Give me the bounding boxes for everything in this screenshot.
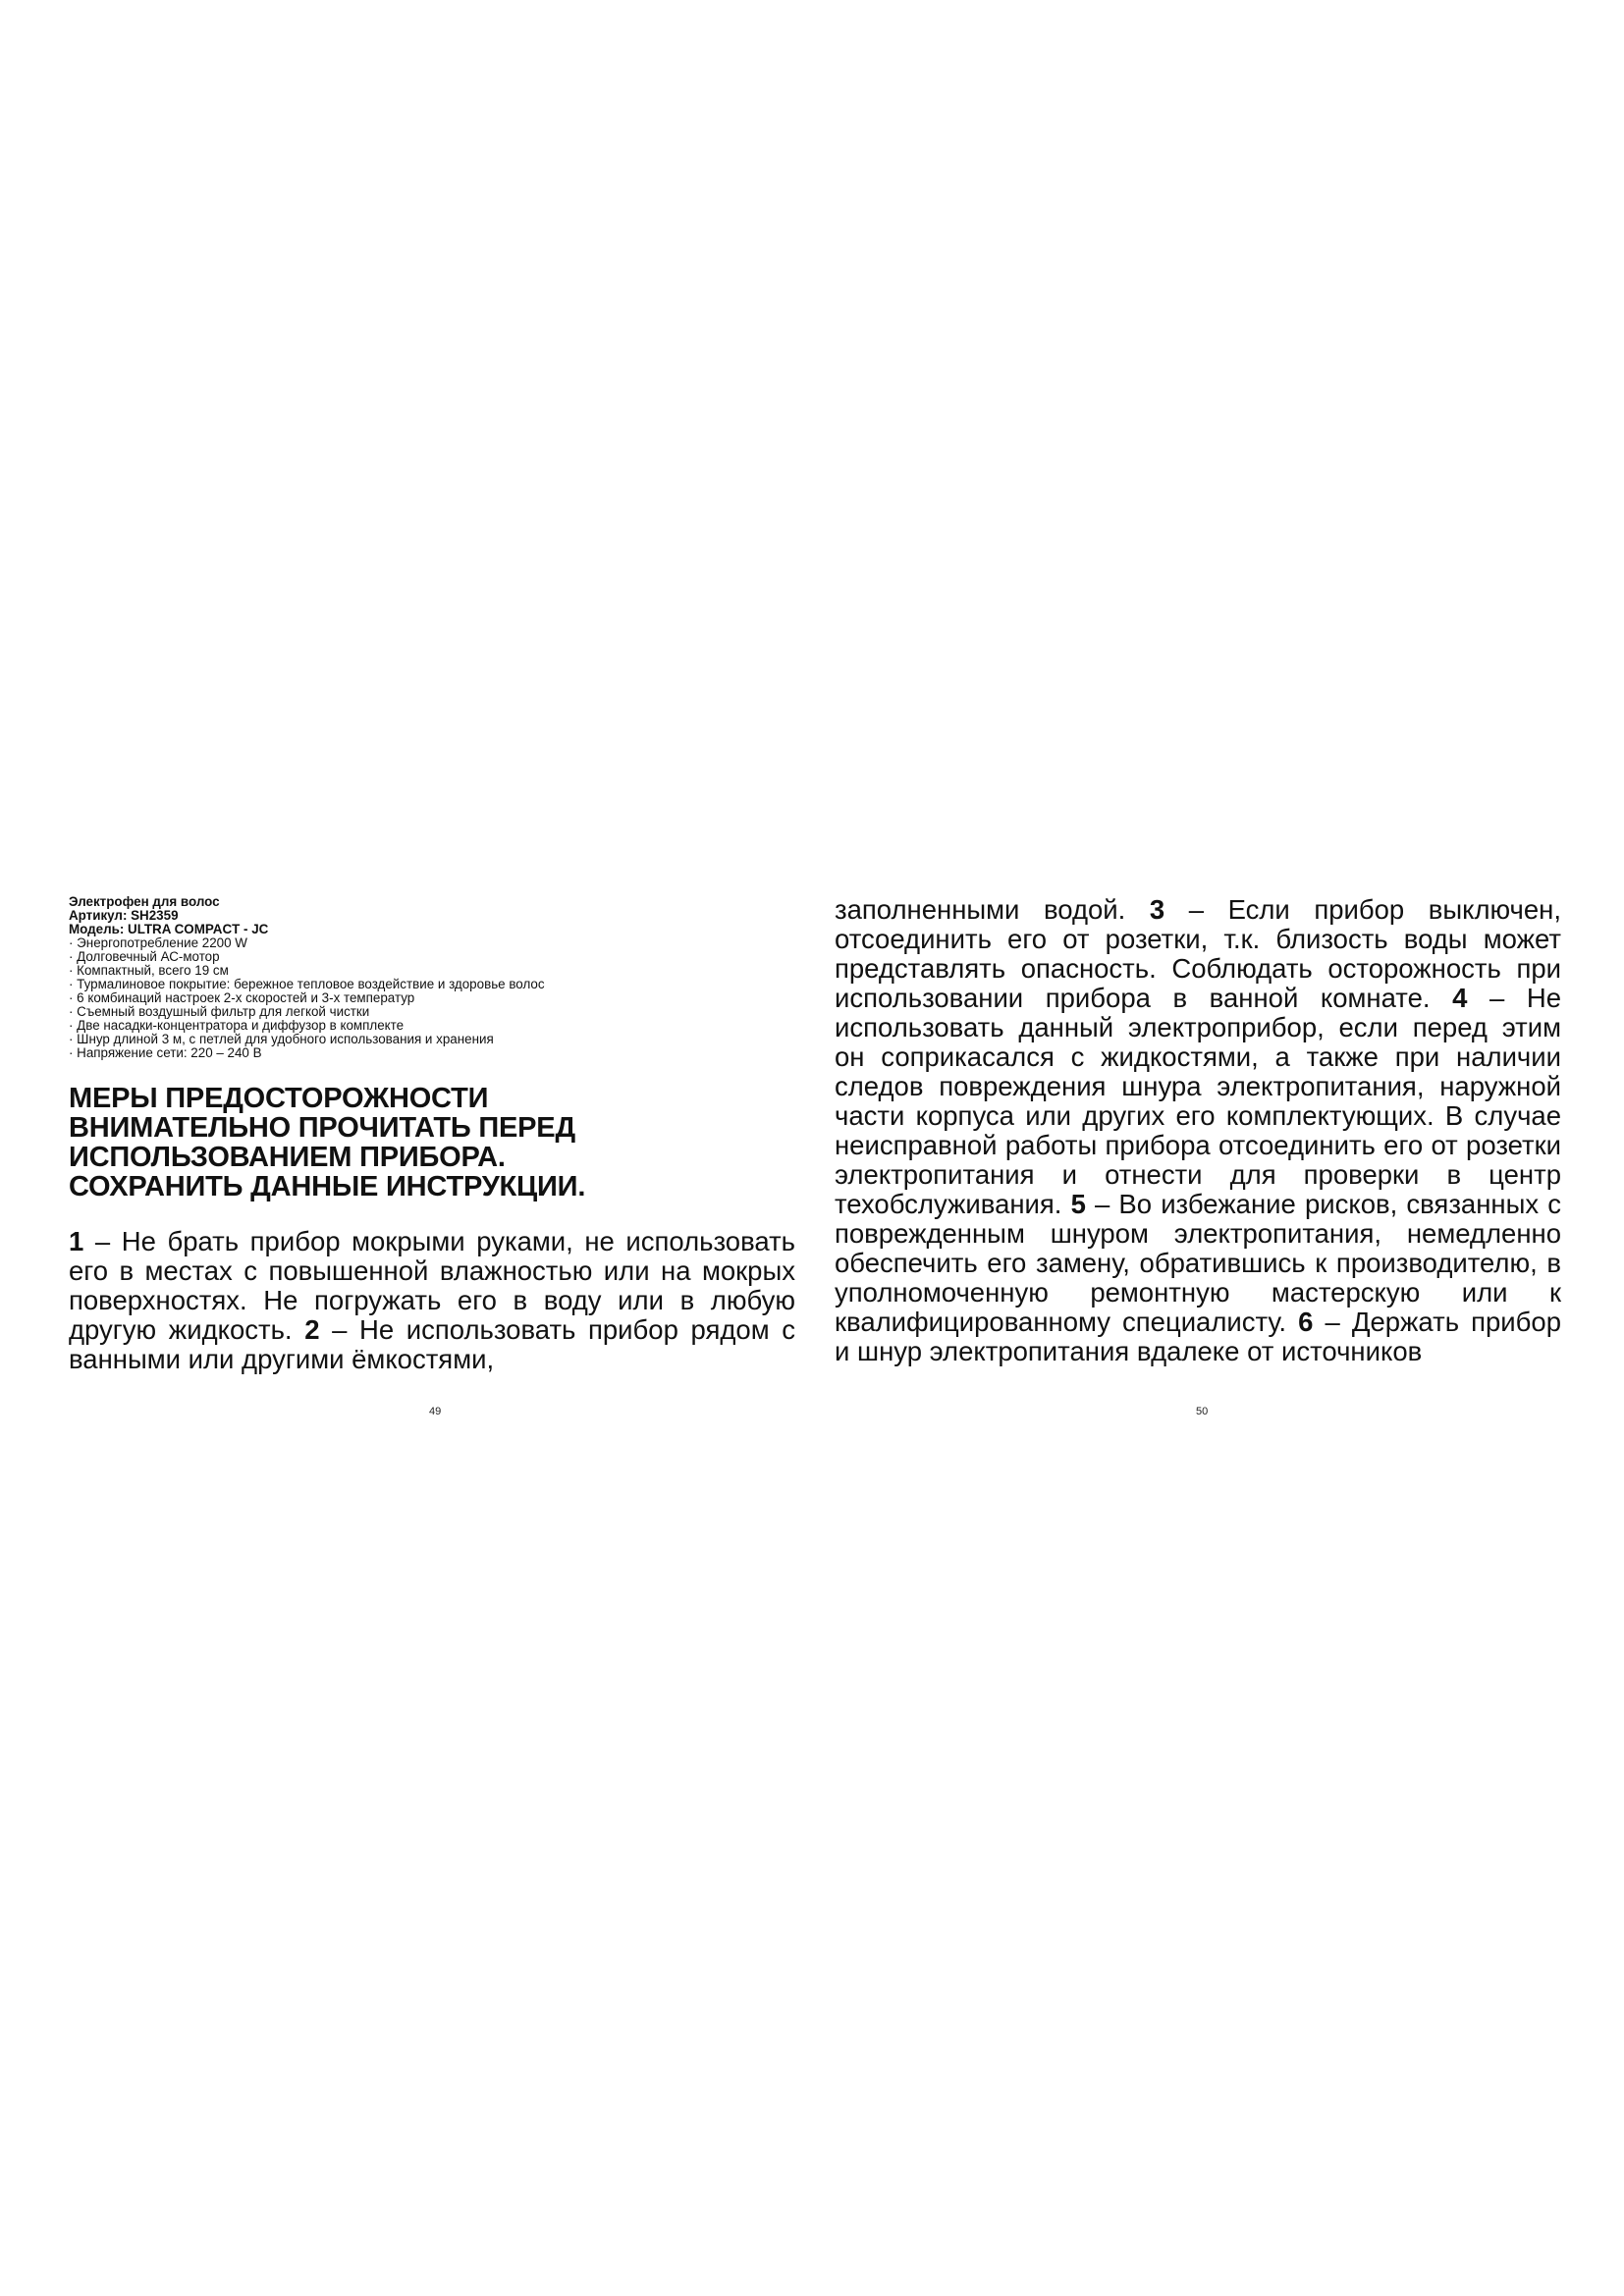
safety-text-right	[835, 895, 1561, 1366]
item-text: – Держать прибор и шнур электропитания вдалеке от источников	[835, 1307, 1561, 1366]
spec-item: · Две насадки-концентратора и диффузор в комплекте	[69, 1018, 405, 1033]
product-spec-block	[69, 895, 795, 1060]
item-text: – Если прибор выключен, отсоединить его от розетки, т.к. близость воды может представлять опасность. Соблюдать осторожность при использовании прибора в ванной комнате.	[835, 894, 1562, 1013]
item-number: 3	[1149, 894, 1165, 925]
spec-model: Модель: ULTRA COMPACT - JC	[69, 922, 269, 936]
page-number-right: 50	[1196, 1406, 1209, 1417]
spec-item: · Шнур длиной 3 м, с петлей для удобного использования и хранения	[69, 1032, 494, 1046]
item-number: 2	[304, 1314, 320, 1345]
item-text: заполненными водой.	[835, 894, 1150, 925]
safety-text-left	[69, 1227, 795, 1374]
item-text: – Не использовать прибор рядом с ванными или другими ёмкостями,	[69, 1314, 796, 1374]
spec-article: Артикул: SH2359	[69, 908, 179, 923]
heading-line: МЕРЫ ПРЕДОСТОРОЖНОСТИ	[69, 1083, 489, 1114]
spec-item: · Энергопотребление 2200 W	[69, 935, 247, 950]
left-page	[69, 895, 795, 1374]
spec-item: · Турмалиновое покрытие: бережное тепловое воздействие и здоровье волос	[69, 977, 545, 991]
spec-item: · 6 комбинаций настроек 2-х скоростей и 3-х температур	[69, 990, 415, 1005]
page-number-left: 49	[429, 1406, 442, 1417]
heading-line: ИСПОЛЬЗОВАНИЕМ ПРИБОРА.	[69, 1142, 506, 1173]
item-text: – Не использовать данный электроприбор, если перед этим он соприкасался с жидкостями, а также при наличии следов повреждения шнура электропитания, наружной части корпуса или других его комплектующих. В случае неисправной работы прибора отсоединить его от розетки электропитания и отнести для проверки в центр техобслуживания.	[835, 983, 1562, 1219]
spec-item: · Долговечный АС-мотор	[69, 949, 220, 964]
item-text: – Не брать прибор мокрыми руками, не использовать его в местах с повышенной влажностью или на мокрых поверхностях. Не погружать его в воду или в любую другую жидкость.	[69, 1226, 795, 1345]
spec-item: · Напряжение сети: 220 – 240 В	[69, 1045, 262, 1060]
spec-item: · Съемный воздушный фильтр для легкой чистки	[69, 1004, 370, 1019]
heading-line: СОХРАНИТЬ ДАННЫЕ ИНСТРУКЦИИ.	[69, 1171, 586, 1202]
spec-title: Электрофен для волос	[69, 894, 220, 909]
item-number: 6	[1298, 1307, 1314, 1337]
item-number: 4	[1452, 983, 1468, 1013]
item-text: – Во избежание рисков, связанных с поврежденным шнуром электропитания, немедленно обеспечить его замену, обратившись к производителю, в уполномоченную ремонтную мастерскую или к квалифицированному специалисту.	[835, 1189, 1561, 1337]
item-number: 1	[69, 1226, 84, 1256]
safety-heading	[69, 1084, 795, 1201]
right-page	[835, 895, 1561, 1366]
spec-item: · Компактный, всего 19 см	[69, 963, 229, 978]
heading-line: ВНИМАТЕЛЬНО ПРОЧИТАТЬ ПЕРЕД	[69, 1112, 575, 1144]
item-number: 5	[1070, 1189, 1086, 1219]
